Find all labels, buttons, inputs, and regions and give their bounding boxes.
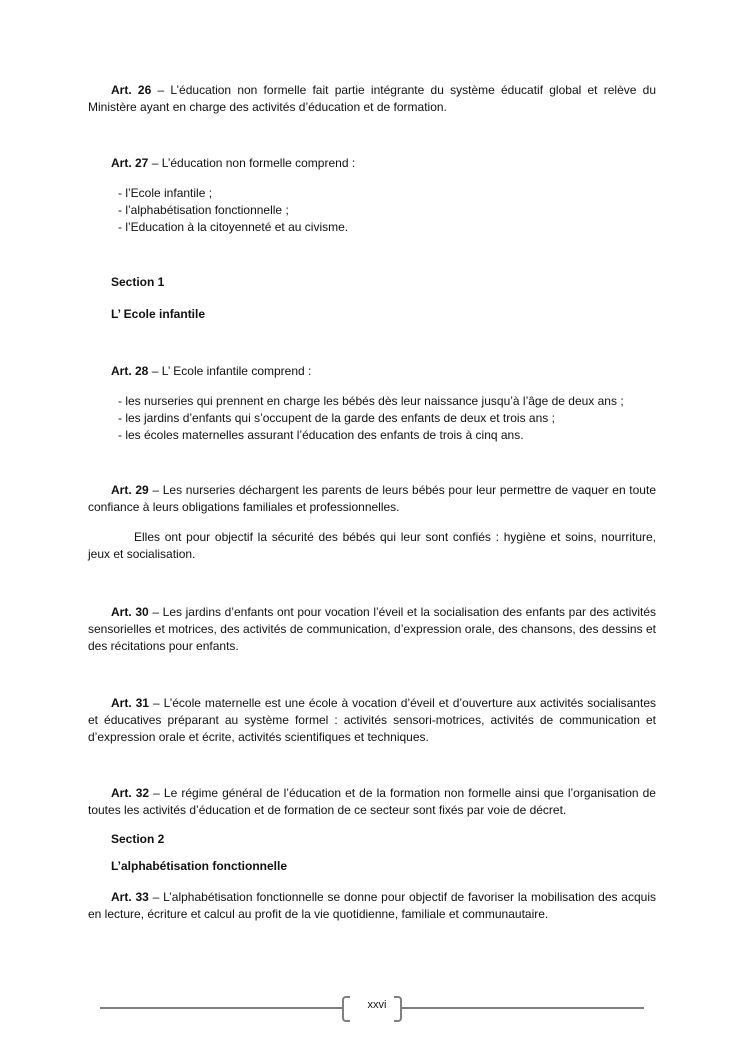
article-label: Art. 29 — [111, 483, 149, 497]
footer-rule-left — [100, 1007, 342, 1009]
left-bracket — [342, 996, 350, 1022]
article-text: – L’alphabétisation fonctionnelle se donne pour objectif de favoriser la mobilisation des acquis en lecture, écriture et calcul au profit de la vie quotidienne, familiale et communautaire. — [88, 890, 656, 921]
article-label: Art. 30 — [111, 605, 149, 619]
article-27-list — [118, 185, 348, 236]
footer-rule-right — [400, 1007, 644, 1009]
list-item: - l’alphabétisation fonctionnelle ; — [118, 203, 289, 217]
article-text: – L’éducation non formelle comprend : — [148, 156, 356, 170]
article-33 — [88, 889, 656, 923]
right-bracket — [394, 996, 402, 1022]
list-item: - l’Education à la citoyenneté et au civisme. — [118, 220, 349, 234]
list-item: - l’Ecole infantile ; — [118, 186, 213, 200]
section-2-label: Section 2 — [111, 832, 165, 846]
article-27 — [88, 155, 656, 172]
article-text: – Le régime général de l’éducation et de la formation non formelle ainsi que l’organisation de toutes les activités d’éducation et de formation de ce secteur sont fixés par voie de décret. — [88, 786, 656, 817]
article-28-list — [118, 393, 624, 444]
article-text: – Les nurseries déchargent les parents de leurs bébés pour leur permettre de vaquer en toute confiance à leurs obligations familiales et professionnelles. — [88, 483, 656, 514]
article-text: – L’école maternelle est une école à vocation d’éveil et d’ouverture aux activités socialisantes et éducatives préparant au système formel : activités sensori-motrices, activités de communication et d’expression orale et écrite, activités scientifiques et techniques. — [88, 696, 656, 744]
article-label: Art. 33 — [111, 890, 149, 904]
article-29 — [88, 482, 656, 516]
list-item: - les nurseries qui prennent en charge les bébés dès leur naissance jusqu’à l’âge de deux ans ; — [118, 394, 624, 408]
article-text: – L’éducation non formelle fait partie intégrante du système éducatif global et relève du Ministère ayant en charge des activités d’éducation et de formation. — [88, 83, 656, 114]
article-label: Art. 28 — [111, 364, 149, 378]
article-28 — [88, 363, 656, 380]
section-1-label: Section 1 — [111, 275, 165, 289]
article-label: Art. 32 — [111, 786, 150, 800]
article-label: Art. 26 — [111, 83, 152, 97]
page-number: xxvi — [367, 999, 387, 1011]
list-item: - les écoles maternelles assurant l’éducation des enfants de trois à cinq ans. — [118, 428, 524, 442]
article-label: Art. 27 — [111, 156, 149, 170]
article-30 — [88, 604, 656, 655]
section-2-title: L’alphabétisation fonctionnelle — [111, 859, 288, 873]
article-29-paragraph-2: Elles ont pour objectif la sécurité des bébés qui leur sont confiés : hygiène et soins, nourriture, jeux et socialisation. — [88, 530, 656, 561]
article-text: – Les jardins d’enfants ont pour vocation l’éveil et la socialisation des enfants par des activités sensorielles et motrices, des activités de communication, d’expression orale, des chansons, des dessins et des récitations pour enfants. — [88, 605, 656, 653]
article-label: Art. 31 — [111, 696, 149, 710]
section-1-title: L’ Ecole infantile — [111, 307, 206, 321]
article-31 — [88, 695, 656, 746]
list-item: - les jardins d’enfants qui s’occupent de la garde des enfants de deux et trois ans ; — [118, 411, 555, 425]
article-text: – L’ Ecole infantile comprend : — [148, 364, 312, 378]
article-32 — [88, 785, 656, 819]
article-26 — [88, 82, 656, 116]
page-footer — [100, 994, 644, 1022]
